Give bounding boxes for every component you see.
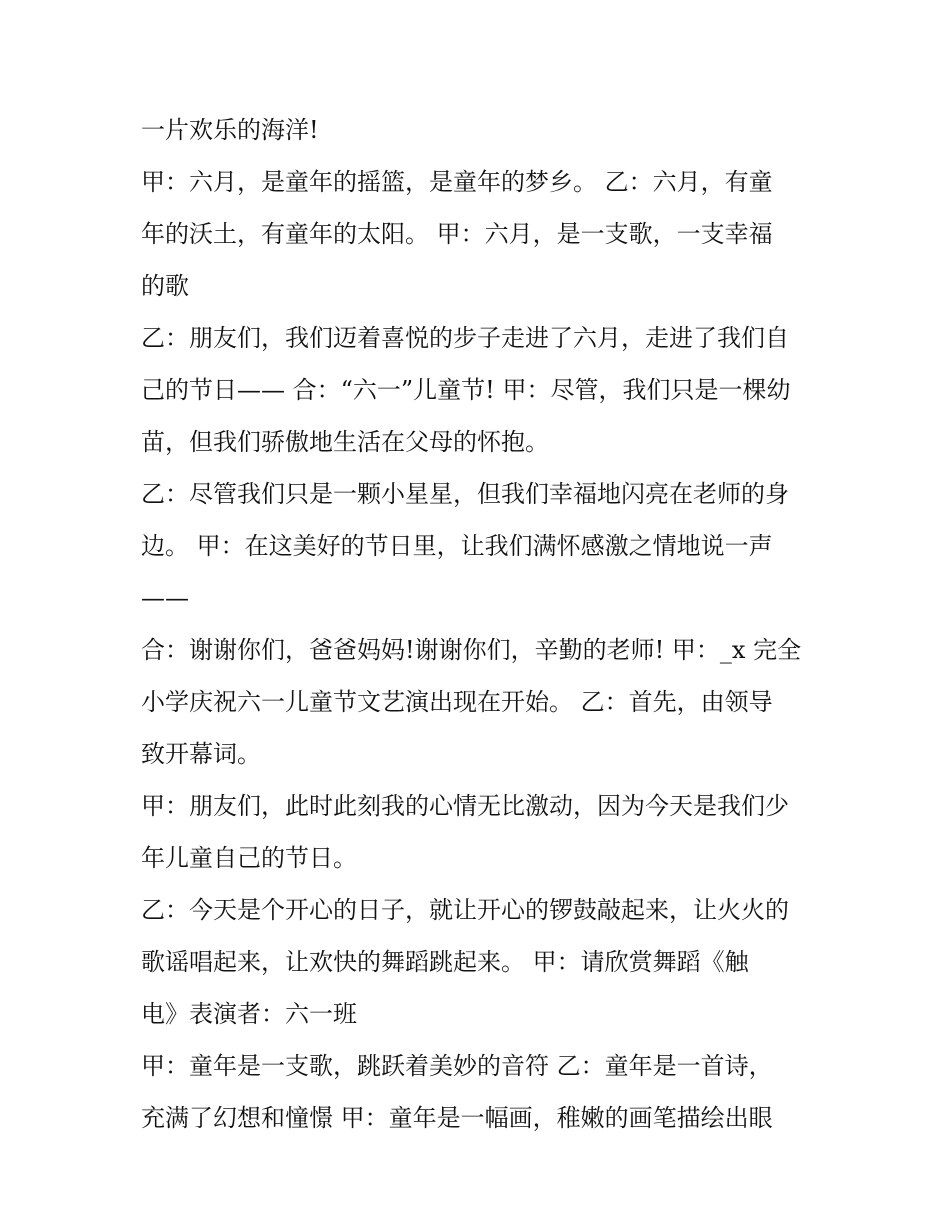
text-line: 年的沃土，有童年的太阳。 甲：六月，是一支歌，一支幸福 bbox=[141, 220, 773, 248]
text-line: 甲：童年是一支歌，跳跃着美妙的音符 乙：童年是一首诗， bbox=[141, 1052, 773, 1080]
text-line: —— bbox=[141, 584, 189, 612]
text-line: 苗，但我们骄傲地生活在父母的怀抱。 bbox=[141, 428, 549, 456]
text-line: 小学庆祝六一儿童节文艺演出现在开始。 乙：首先，由领导 bbox=[141, 688, 773, 716]
text-line: 电》表演者：六一班 bbox=[141, 1000, 357, 1028]
text-line: 年儿童自己的节日。 bbox=[141, 844, 357, 872]
text-line: 甲：朋友们，此时此刻我的心情无比激动，因为今天是我们少 bbox=[141, 792, 789, 820]
text-line: 歌谣唱起来，让欢快的舞蹈跳起来。 甲：请欣赏舞蹈《触 bbox=[141, 948, 749, 976]
text-line: 乙：朋友们，我们迈着喜悦的步子走进了六月，走进了我们自 bbox=[141, 324, 789, 352]
text-line: 一片欢乐的海洋! bbox=[141, 116, 319, 144]
text-line: 的歌 bbox=[141, 272, 189, 300]
text-line: 致开幕词。 bbox=[141, 740, 261, 768]
text-line: 充满了幻想和憧憬 甲：童年是一幅画，稚嫩的画笔描绘出眼 bbox=[141, 1104, 773, 1132]
text-line: 乙：今天是个开心的日子，就让开心的锣鼓敲起来，让火火的 bbox=[141, 896, 789, 924]
document-body bbox=[141, 104, 821, 1144]
text-line: 乙：尽管我们只是一颗小星星，但我们幸福地闪亮在老师的身 bbox=[141, 480, 789, 508]
text-line: 边。 甲：在这美好的节日里，让我们满怀感激之情地说一声 bbox=[141, 532, 773, 560]
text-line: 甲：六月，是童年的摇篮，是童年的梦乡。 乙：六月，有童 bbox=[141, 168, 773, 196]
text-line: 合：谢谢你们，爸爸妈妈!谢谢你们，辛勤的老师! 甲：_x 完全 bbox=[141, 636, 802, 664]
text-line: 己的节日—— 合：“六一”儿童节! 甲：尽管，我们只是一棵幼 bbox=[141, 376, 791, 404]
